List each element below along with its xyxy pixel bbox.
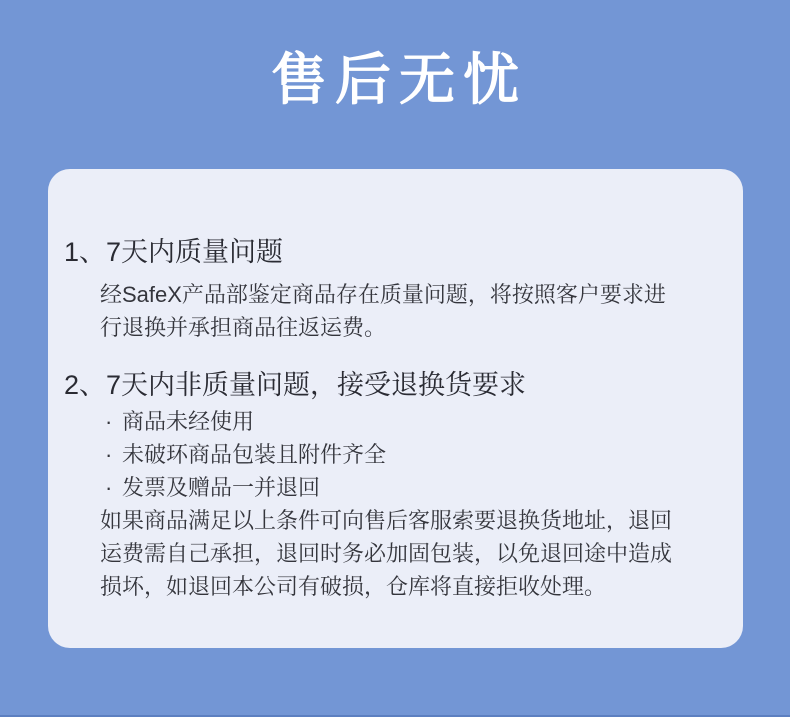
section-quality-issues: [64, 235, 699, 344]
bullet-dot-icon: ·: [105, 442, 113, 467]
bullet-dot-icon: ·: [105, 475, 113, 500]
bullet-text: 商品未经使用: [122, 409, 255, 434]
list-item: [105, 438, 699, 471]
page-title: 售后无忧: [271, 48, 527, 111]
section2-heading: 2、7天内非质量问题，接受退换货要求: [64, 370, 527, 400]
return-note-line-2: 运费需自己承担，退回时务必加固包装，以免退回途中造成: [100, 541, 673, 566]
list-item: [105, 405, 699, 438]
policy-card: [48, 169, 743, 648]
bullet-text: 发票及赠品一并退回: [122, 475, 321, 500]
bullet-text: 未破环商品包装且附件齐全: [122, 442, 387, 467]
section1-body-line-1: 经SafeX产品部鉴定商品存在质量问题，将按照客户要求进: [100, 282, 666, 307]
section-non-quality-issues: [64, 368, 699, 603]
bullet-dot-icon: ·: [105, 409, 113, 434]
section1-body-line-2: 行退换并承担商品往返运费。: [100, 315, 387, 340]
return-note-line-1: 如果商品满足以上条件可向售后客服索要退换货地址，退回: [100, 508, 673, 533]
return-note: [100, 504, 699, 603]
section1-body: [100, 278, 699, 344]
section1-heading: 1、7天内质量问题: [64, 237, 284, 267]
return-note-line-3: 损坏，如退回本公司有破损，仓库将直接拒收处理。: [100, 574, 607, 599]
list-item: [105, 471, 699, 504]
return-conditions-list: [105, 405, 699, 504]
